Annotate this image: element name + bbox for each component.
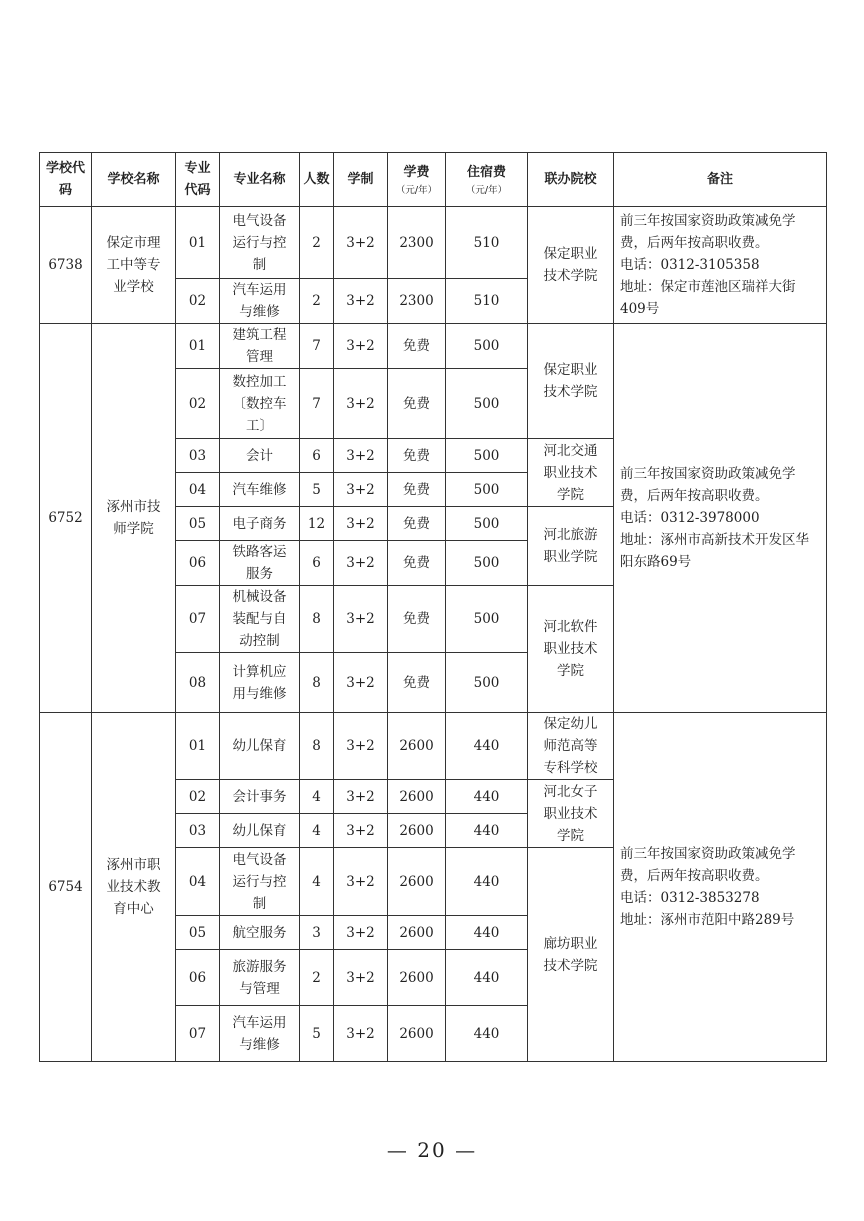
duration-cell: 3+2 xyxy=(334,814,388,848)
tuition-cell: 2600 xyxy=(388,713,446,780)
tuition-cell: 免费 xyxy=(388,653,446,713)
tuition-cell: 免费 xyxy=(388,507,446,541)
duration-cell: 3+2 xyxy=(334,586,388,653)
count-cell: 4 xyxy=(300,848,334,916)
major-code-cell: 01 xyxy=(176,324,220,369)
major-name-cell: 电气设备运行与控制 xyxy=(220,848,300,916)
major-name-cell: 会计事务 xyxy=(220,780,300,814)
partner-cell: 保定幼儿师范高等专科学校 xyxy=(528,713,614,780)
count-cell: 2 xyxy=(300,279,334,324)
dorm-cell: 500 xyxy=(446,324,528,369)
tuition-cell: 2600 xyxy=(388,1006,446,1062)
major-name-cell: 电气设备运行与控制 xyxy=(220,207,300,279)
major-name-cell: 数控加工〔数控车工〕 xyxy=(220,369,300,439)
count-cell: 7 xyxy=(300,324,334,369)
count-cell: 5 xyxy=(300,473,334,507)
count-cell: 4 xyxy=(300,814,334,848)
partner-cell: 河北女子职业技术学院 xyxy=(528,780,614,848)
tuition-cell: 2600 xyxy=(388,814,446,848)
school-code-cell: 6738 xyxy=(40,207,92,324)
major-code-cell: 07 xyxy=(176,586,220,653)
partner-cell: 河北旅游职业学院 xyxy=(528,507,614,586)
dorm-cell: 500 xyxy=(446,653,528,713)
major-name-cell: 汽车运用与维修 xyxy=(220,1006,300,1062)
dorm-cell: 440 xyxy=(446,780,528,814)
major-name-cell: 幼儿保育 xyxy=(220,713,300,780)
count-cell: 6 xyxy=(300,439,334,473)
partner-cell: 河北软件职业技术学院 xyxy=(528,586,614,713)
school-code-cell: 6754 xyxy=(40,713,92,1062)
dorm-cell: 500 xyxy=(446,473,528,507)
count-cell: 12 xyxy=(300,507,334,541)
tuition-cell: 免费 xyxy=(388,541,446,586)
major-code-cell: 03 xyxy=(176,814,220,848)
school-name-cell: 保定市理工中等专业学校 xyxy=(92,207,176,324)
duration-cell: 3+2 xyxy=(334,1006,388,1062)
count-cell: 2 xyxy=(300,207,334,279)
major-code-cell: 02 xyxy=(176,780,220,814)
header-major-code: 专业代码 xyxy=(176,153,220,207)
duration-cell: 3+2 xyxy=(334,439,388,473)
duration-cell: 3+2 xyxy=(334,950,388,1006)
major-name-cell: 计算机应用与维修 xyxy=(220,653,300,713)
count-cell: 8 xyxy=(300,713,334,780)
note-cell xyxy=(614,324,827,713)
dorm-cell: 500 xyxy=(446,369,528,439)
duration-cell: 3+2 xyxy=(334,916,388,950)
major-code-cell: 01 xyxy=(176,207,220,279)
dorm-cell: 440 xyxy=(446,916,528,950)
note-line: 电话：0312-3978000 xyxy=(620,510,760,526)
duration-cell: 3+2 xyxy=(334,279,388,324)
major-code-cell: 07 xyxy=(176,1006,220,1062)
major-code-cell: 01 xyxy=(176,713,220,780)
note-line: 电话：0312-3853278 xyxy=(620,890,760,906)
header-tuition: 学费 （元/年） xyxy=(388,153,446,207)
major-code-cell: 06 xyxy=(176,541,220,586)
page-number: — 20 — xyxy=(386,1138,478,1162)
tuition-cell: 2300 xyxy=(388,207,446,279)
header-school-code: 学校代码 xyxy=(40,153,92,207)
tuition-cell: 2600 xyxy=(388,950,446,1006)
major-code-cell: 03 xyxy=(176,439,220,473)
major-name-cell: 旅游服务与管理 xyxy=(220,950,300,1006)
major-code-cell: 05 xyxy=(176,916,220,950)
dorm-cell: 440 xyxy=(446,848,528,916)
major-name-cell: 幼儿保育 xyxy=(220,814,300,848)
school-code-cell: 6752 xyxy=(40,324,92,713)
major-code-cell: 04 xyxy=(176,473,220,507)
tuition-cell: 免费 xyxy=(388,473,446,507)
header-count: 人数 xyxy=(300,153,334,207)
major-name-cell: 汽车运用与维修 xyxy=(220,279,300,324)
duration-cell: 3+2 xyxy=(334,207,388,279)
major-code-cell: 02 xyxy=(176,369,220,439)
partner-cell: 保定职业技术学院 xyxy=(528,207,614,324)
header-major-name: 专业名称 xyxy=(220,153,300,207)
tuition-cell: 2600 xyxy=(388,848,446,916)
major-code-cell: 05 xyxy=(176,507,220,541)
enrollment-table xyxy=(39,152,827,1062)
count-cell: 3 xyxy=(300,916,334,950)
dorm-cell: 510 xyxy=(446,207,528,279)
duration-cell: 3+2 xyxy=(334,780,388,814)
partner-cell: 廊坊职业技术学院 xyxy=(528,848,614,1062)
major-name-cell: 汽车维修 xyxy=(220,473,300,507)
duration-cell: 3+2 xyxy=(334,653,388,713)
major-name-cell: 机械设备装配与自动控制 xyxy=(220,586,300,653)
major-code-cell: 08 xyxy=(176,653,220,713)
note-line: 地址：保定市莲池区瑞祥大街409号 xyxy=(620,279,796,317)
duration-cell: 3+2 xyxy=(334,713,388,780)
dorm-cell: 500 xyxy=(446,586,528,653)
header-dorm: 住宿费 （元/年） xyxy=(446,153,528,207)
major-code-cell: 06 xyxy=(176,950,220,1006)
duration-cell: 3+2 xyxy=(334,369,388,439)
header-duration: 学制 xyxy=(334,153,388,207)
partner-cell: 保定职业技术学院 xyxy=(528,324,614,439)
major-name-cell: 铁路客运服务 xyxy=(220,541,300,586)
dorm-cell: 440 xyxy=(446,814,528,848)
count-cell: 4 xyxy=(300,780,334,814)
count-cell: 5 xyxy=(300,1006,334,1062)
header-row xyxy=(40,153,827,207)
duration-cell: 3+2 xyxy=(334,324,388,369)
note-line: 地址：涿州市高新技术开发区华阳东路69号 xyxy=(620,532,809,570)
major-name-cell: 建筑工程管理 xyxy=(220,324,300,369)
note-cell xyxy=(614,207,827,324)
count-cell: 7 xyxy=(300,369,334,439)
note-cell xyxy=(614,713,827,1062)
tuition-cell: 免费 xyxy=(388,439,446,473)
header-partner: 联办院校 xyxy=(528,153,614,207)
major-code-cell: 02 xyxy=(176,279,220,324)
header-dorm-unit: （元/年） xyxy=(465,184,508,196)
note-line: 前三年按国家资助政策减免学费，后两年按高职收费。 xyxy=(620,466,796,504)
duration-cell: 3+2 xyxy=(334,848,388,916)
major-code-cell: 04 xyxy=(176,848,220,916)
tuition-cell: 免费 xyxy=(388,586,446,653)
tuition-cell: 2600 xyxy=(388,916,446,950)
dorm-cell: 500 xyxy=(446,439,528,473)
note-line: 前三年按国家资助政策减免学费，后两年按高职收费。 xyxy=(620,846,796,884)
tuition-cell: 免费 xyxy=(388,369,446,439)
duration-cell: 3+2 xyxy=(334,541,388,586)
duration-cell: 3+2 xyxy=(334,507,388,541)
note-line: 前三年按国家资助政策减免学费，后两年按高职收费。 xyxy=(620,213,796,251)
major-name-cell: 会计 xyxy=(220,439,300,473)
partner-cell: 河北交通职业技术学院 xyxy=(528,439,614,507)
dorm-cell: 440 xyxy=(446,1006,528,1062)
tuition-cell: 2300 xyxy=(388,279,446,324)
dorm-cell: 500 xyxy=(446,541,528,586)
count-cell: 2 xyxy=(300,950,334,1006)
note-line: 地址：涿州市范阳中路289号 xyxy=(620,912,795,928)
tuition-cell: 2600 xyxy=(388,780,446,814)
dorm-cell: 440 xyxy=(446,713,528,780)
header-tuition-unit: （元/年） xyxy=(395,184,438,196)
table-row xyxy=(40,324,827,369)
count-cell: 6 xyxy=(300,541,334,586)
note-line: 电话：0312-3105358 xyxy=(620,257,760,273)
dorm-cell: 440 xyxy=(446,950,528,1006)
major-name-cell: 航空服务 xyxy=(220,916,300,950)
major-name-cell: 电子商务 xyxy=(220,507,300,541)
table-row xyxy=(40,713,827,780)
table-row xyxy=(40,207,827,279)
dorm-cell: 500 xyxy=(446,507,528,541)
count-cell: 8 xyxy=(300,586,334,653)
dorm-cell: 510 xyxy=(446,279,528,324)
school-name-cell: 涿州市职业技术教育中心 xyxy=(92,713,176,1062)
tuition-cell: 免费 xyxy=(388,324,446,369)
header-school-name: 学校名称 xyxy=(92,153,176,207)
count-cell: 8 xyxy=(300,653,334,713)
school-name-cell: 涿州市技师学院 xyxy=(92,324,176,713)
duration-cell: 3+2 xyxy=(334,473,388,507)
header-note: 备注 xyxy=(614,153,827,207)
